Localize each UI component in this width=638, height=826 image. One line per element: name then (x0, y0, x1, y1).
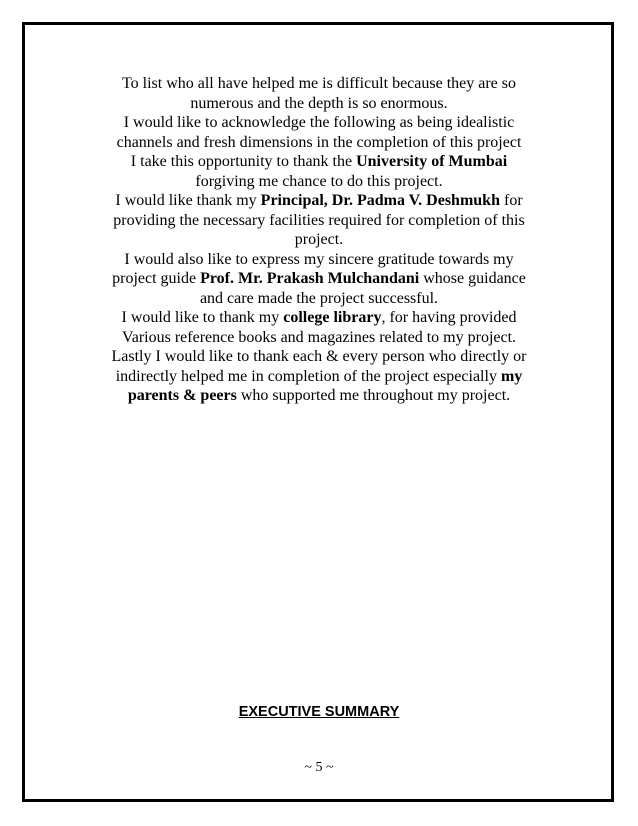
text-line (100, 250, 538, 270)
text-segment: Various reference books and magazines related to my project. (121, 328, 517, 346)
text-segment: for (499, 192, 523, 209)
executive-summary-heading: EXECUTIVE SUMMARY (238, 704, 400, 720)
text-segment: who supported me throughout my project. (236, 387, 511, 404)
text-segment: channels and fresh dimensions in the completion of this project (116, 133, 522, 151)
text-line (100, 269, 538, 289)
acknowledgement-text (100, 74, 538, 406)
principal-name: Principal, Dr. Padma V. Deshmukh (260, 192, 500, 209)
text-line (100, 172, 538, 192)
text-segment: Lastly I would like to thank each & every person who directly or (111, 348, 527, 365)
text-line (100, 74, 538, 94)
university-name: University of Mumbai (356, 153, 508, 170)
text-segment: and care made the project successful. (199, 289, 439, 307)
text-segment: project. (294, 231, 344, 248)
text-line (100, 113, 538, 133)
text-segment: I would also like to express my sincere gratitude towards my (124, 250, 514, 268)
bold-segment: my (500, 367, 523, 385)
text-segment: , for having provided (381, 309, 517, 326)
text-line (100, 328, 538, 348)
library-name: college library (283, 309, 382, 326)
text-segment: providing the necessary facilities required for completion of this (113, 211, 525, 229)
text-line (100, 230, 538, 250)
text-segment: I would like to acknowledge the following as being idealistic (123, 114, 515, 131)
text-line (100, 386, 538, 406)
text-segment: forgiving me chance to do this project. (195, 172, 443, 190)
text-segment: indirectly helped me in completion of the project especially (115, 367, 501, 385)
page-number: ~ 5 ~ (304, 760, 334, 775)
text-line (100, 308, 538, 328)
text-segment: project guide (112, 270, 201, 287)
guide-name: Prof. Mr. Prakash Mulchandani (200, 270, 420, 287)
text-line (100, 133, 538, 153)
text-line (100, 367, 538, 387)
text-line (100, 191, 538, 211)
text-segment: I would like thank my (115, 192, 261, 209)
text-segment: numerous and the depth is so enormous. (190, 94, 448, 112)
text-segment: To list who all have helped me is difficult because they are so (121, 75, 517, 92)
text-line (100, 289, 538, 309)
text-segment: whose guidance (419, 270, 526, 287)
text-line (100, 211, 538, 231)
text-line (100, 347, 538, 367)
bold-segment: parents & peers (127, 387, 237, 404)
text-line (100, 94, 538, 114)
text-line (100, 152, 538, 172)
text-segment: I would like to thank my (121, 309, 284, 326)
text-segment: I take this opportunity to thank the (130, 153, 357, 170)
